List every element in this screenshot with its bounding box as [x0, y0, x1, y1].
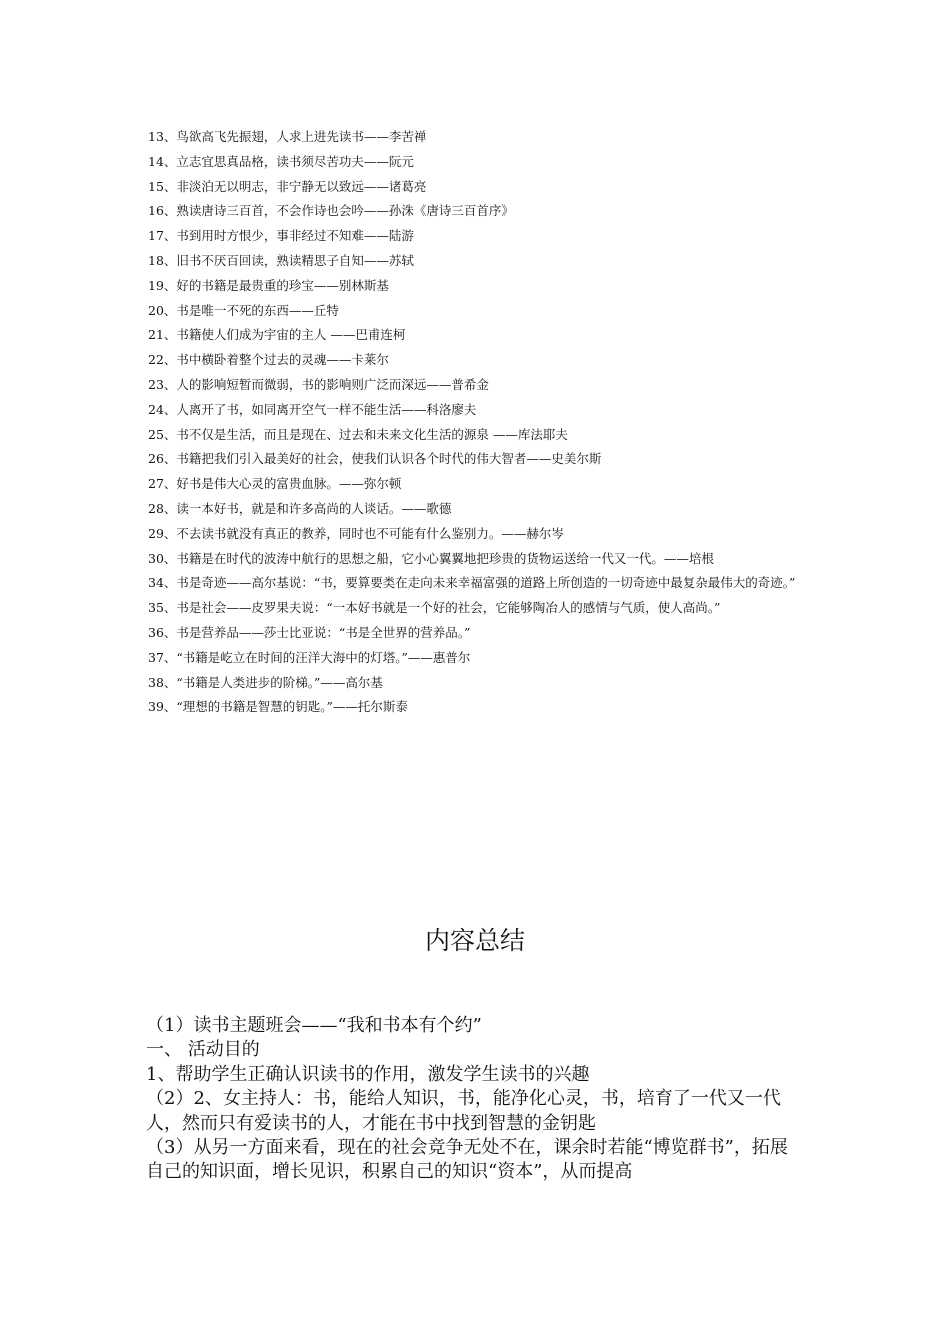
summary-line: （1）读书主题班会——“我和书本有个约” — [146, 1015, 482, 1036]
quote-item: 27、好书是伟大心灵的富贵血脉。——弥尔顿 — [148, 476, 402, 492]
quote-item: 19、好的书籍是最贵重的珍宝——别林斯基 — [148, 277, 389, 293]
summary-line: 1、帮助学生正确认识读书的作用，激发学生读书的兴趣 — [146, 1063, 590, 1085]
quote-item: 18、旧书不厌百回读，熟读精思子自知——苏轼 — [148, 252, 414, 268]
quote-item: 36、书是营养品——莎士比亚说：“书是全世界的营养品。” — [148, 624, 471, 640]
quote-item: 17、书到用时方恨少，事非经过不知难——陆游 — [148, 228, 414, 244]
quote-item: 25、书不仅是生活，而且是现在、过去和未来文化生活的源泉 ——库法耶夫 — [148, 426, 568, 442]
summary-line: （2）2、女主持人：书，能给人知识，书，能净化心灵，书，培育了一代又一代人，然而只有爱读书的人，才能在书中找到智慧的金钥匙 — [146, 1088, 781, 1134]
quote-item: 26、书籍把我们引入最美好的社会，使我们认识各个时代的伟大智者——史美尔斯 — [148, 451, 602, 467]
summary-body — [146, 1014, 801, 1185]
summary-line: 一、 活动目的 — [146, 1039, 260, 1061]
quote-item: 13、鸟欲高飞先振翅，人求上进先读书——李苦禅 — [148, 129, 427, 144]
quote-item: 21、书籍使人们成为宇宙的主人 ——巴甫连柯 — [148, 327, 406, 343]
quote-item: 34、书是奇迹——高尔基说：“书，要算要类在走向未来幸福富强的道路上所创造的一切奇迹中最复杂最伟大的奇迹。” — [148, 575, 796, 591]
summary-title: 内容总结 — [424, 926, 525, 955]
quote-item: 28、读一本好书，就是和许多高尚的人谈话。——歌德 — [148, 500, 452, 516]
quote-item: 30、书籍是在时代的波涛中航行的思想之船，它小心翼翼地把珍贵的货物运送给一代又一代。——培根 — [148, 550, 714, 566]
quote-item: 29、不去读书就没有真正的教养，同时也不可能有什么鉴别力。——赫尔岑 — [148, 525, 564, 541]
quote-item: 23、人的影响短暂而微弱，书的影响则广泛而深远——普希金 — [148, 376, 489, 392]
summary-line: （3）从另一方面来看，现在的社会竞争无处不在，课余时若能“博览群书”，拓展自己的知识面，增长见识，积累自己的知识“资本”，从而提高 — [146, 1137, 788, 1183]
quote-item: 38、“书籍是人类进步的阶梯。”——高尔基 — [148, 674, 383, 690]
quote-item: 22、书中横卧着整个过去的灵魂——卡莱尔 — [148, 352, 389, 368]
quote-item: 24、人离开了书，如同离开空气一样不能生活——科洛廖夫 — [148, 401, 477, 417]
quote-item: 35、书是社会——皮罗果夫说：“一本好书就是一个好的社会，它能够陶冶人的感情与气质，使人高尚。” — [148, 600, 721, 616]
quote-list — [148, 125, 808, 720]
quote-item: 39、“理想的书籍是智慧的钥匙。”——托尔斯泰 — [148, 699, 408, 715]
quote-item: 20、书是唯一不死的东西——丘特 — [148, 302, 339, 318]
quote-item: 16、熟读唐诗三百首，不会作诗也会吟——孙洙《唐诗三百首序》 — [148, 203, 514, 219]
quote-item: 14、立志宜思真品格，读书须尽苦功夫——阮元 — [148, 153, 414, 169]
quote-item: 37、“书籍是屹立在时间的汪洋大海中的灯塔。”——惠普尔 — [148, 649, 471, 665]
quote-item: 15、非淡泊无以明志，非宁静无以致远——诸葛亮 — [148, 178, 427, 194]
